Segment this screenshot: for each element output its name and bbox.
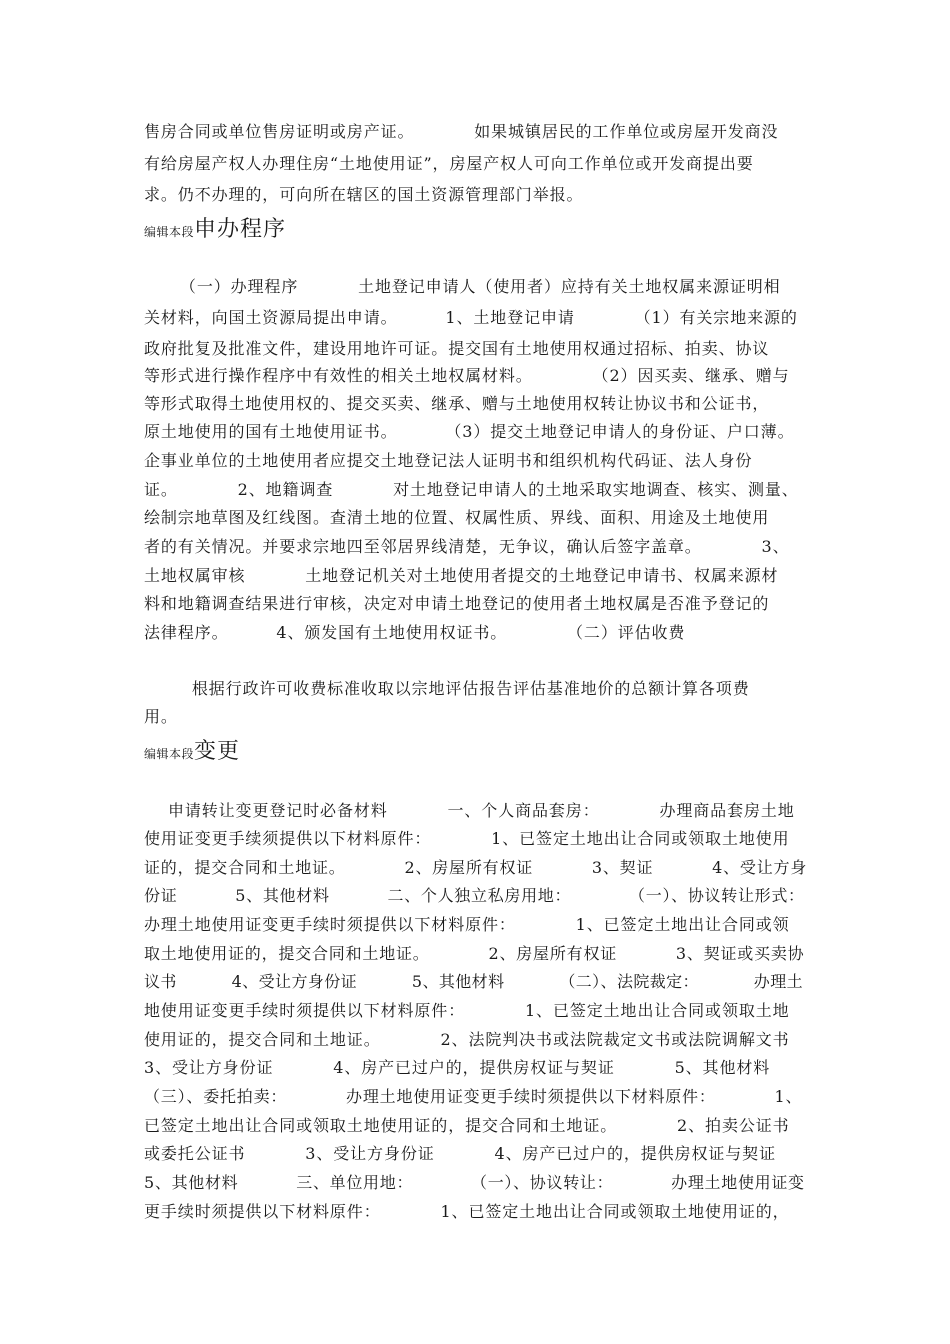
section-title: 申办程序 <box>194 217 287 242</box>
change-line: 份证 5、其他材料 二、个人独立私房用地： （一）、协议转让形式： <box>144 886 805 905</box>
change-line: 或委托公证书 3、受让方身份证 4、房产已过户的，提供房权证与契证 <box>144 1144 776 1163</box>
change-line: 议书 4、受让方身份证 5、其他材料 （二）、法院裁定： 办理土 <box>144 972 803 991</box>
section-title: 变更 <box>194 739 241 764</box>
procedure-line: 绘制宗地草图及红线图。查清土地的位置、权属性质、界线、面积、用途及土地使用 <box>144 508 770 527</box>
procedure-line: 土地权属审核 土地登记机关对土地使用者提交的土地登记申请书、权属来源材 <box>144 566 779 585</box>
procedure-line: 政府批复及批准文件，建设用地许可证。提交国有土地使用权通过招标、拍卖、协议 <box>144 339 770 358</box>
change-line: 办理土地使用证变更手续时须提供以下材料原件： 1、已签定土地出让合同或领 <box>144 915 790 934</box>
procedure-line: 原土地使用的国有土地使用证书。 （3）提交土地登记申请人的身份证、户口薄。 <box>144 422 795 441</box>
procedure-line: 证。 2、地籍调查 对土地登记申请人的土地采取实地调查、核实、测量、 <box>144 480 799 499</box>
procedure-line: 料和地籍调查结果进行审核，决定对申请土地登记的使用者土地权属是否准予登记的 <box>144 594 770 613</box>
change-line: 使用证变更手续须提供以下材料原件： 1、已签定土地出让合同或领取土地使用 <box>144 829 790 848</box>
section-heading-procedure <box>144 212 286 243</box>
procedure-line: （一）办理程序 土地登记申请人（使用者）应持有关土地权属来源证明相 <box>144 277 781 296</box>
procedure-line: 者的有关情况。并要求宗地四至邻居界线清楚，无争议，确认后签字盖章。 3、 <box>144 537 790 556</box>
change-line: 3、受让方身份证 4、房产已过户的，提供房权证与契证 5、其他材料 <box>144 1058 771 1077</box>
change-line: 取土地使用证的，提交合同和土地证。 2、房屋所有权证 3、契证或买卖协 <box>144 944 805 963</box>
intro-line: 售房合同或单位售房证明或房产证。 如果城镇居民的工作单位或房屋开发商没 <box>144 122 779 141</box>
change-line: 更手续时须提供以下材料原件： 1、已签定土地出让合同或领取土地使用证的， <box>144 1202 790 1221</box>
change-line: （三）、委托拍卖： 办理土地使用证变更手续时须提供以下材料原件： 1、 <box>144 1087 803 1106</box>
change-line: 使用证的，提交合同和土地证。 2、法院判决书或法院裁定文书或法院调解文书 <box>144 1030 790 1049</box>
change-line: 5、其他材料 三、单位用地： （一）、协议转让： 办理土地使用证变 <box>144 1173 805 1192</box>
procedure-line: 企事业单位的土地使用者应提交土地登记法人证明书和组织机构代码证、法人身份 <box>144 451 753 470</box>
procedure-line: 关材料，向国土资源局提出申请。 1、土地登记申请 （1）有关宗地来源的 <box>144 308 798 327</box>
section-heading-change <box>144 734 240 765</box>
change-line: 已签定土地出让合同或领取土地使用证的，提交合同和土地证。 2、拍卖公证书 <box>144 1116 790 1135</box>
fee-line: 根据行政许可收费标准收取以宗地评估报告评估基准地价的总额计算各项费 <box>144 679 750 698</box>
procedure-line: 等形式取得土地使用权的、提交买卖、继承、赠与土地使用权转让协议书和公证书， <box>144 394 770 413</box>
intro-line: 有给房屋产权人办理住房“土地使用证”，房屋产权人可向工作单位或开发商提出要 <box>144 154 754 173</box>
change-line: 申请转让变更登记时必备材料 一、个人商品套房： 办理商品套房土地 <box>144 801 795 820</box>
fee-line: 用。 <box>144 707 178 726</box>
change-line: 证的，提交合同和土地证。 2、房屋所有权证 3、契证 4、受让方身 <box>144 858 808 877</box>
change-line: 地使用证变更手续时须提供以下材料原件： 1、已签定土地出让合同或领取土地 <box>144 1001 790 1020</box>
procedure-line: 法律程序。 4、颁发国有土地使用权证书。 （二）评估收费 <box>144 623 686 642</box>
edit-section-link[interactable]: 编辑本段 <box>144 225 195 239</box>
intro-line: 求。仍不办理的，可向所在辖区的国土资源管理部门举报。 <box>144 185 584 204</box>
edit-section-link[interactable]: 编辑本段 <box>144 747 195 761</box>
procedure-line: 等形式进行操作程序中有效性的相关土地权属材料。 （2）因买卖、继承、赠与 <box>144 366 790 385</box>
